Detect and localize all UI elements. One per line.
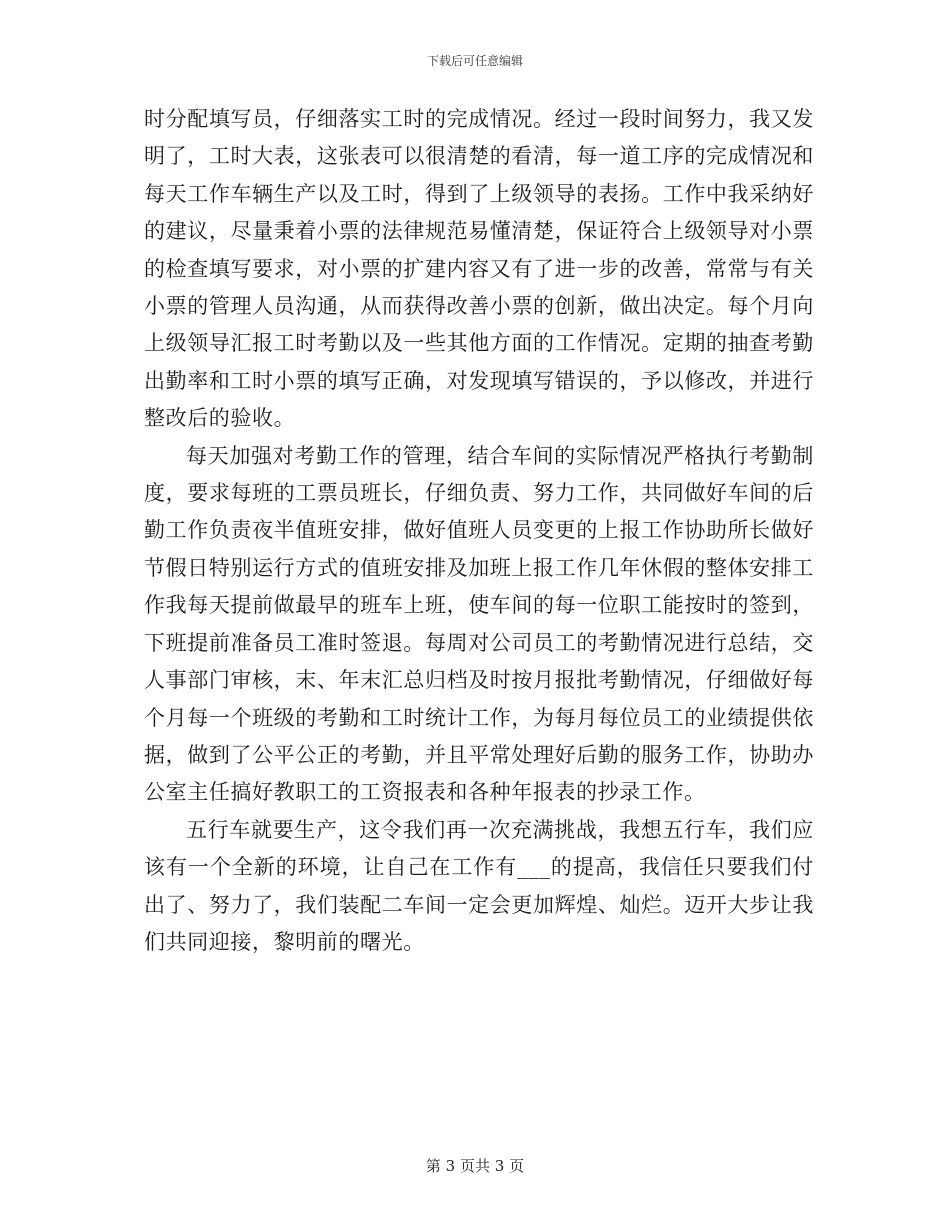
document-body <box>144 101 814 961</box>
page-header: 下载后可任意编辑 <box>426 54 523 68</box>
paragraph-2: 每天加强对考勤工作的管理，结合车间的实际情况严格执行考勤制度，要求每班的工票员班长，仔细负责、努力工作，共同做好车间的后勤工作负责夜半值班安排，做好值班人员变更的上报工作协助所长做好节假日特别运行方式的值班安排及加班上报工作几年休假的整体安排工作我每天提前做最早的班车上班，使车间的每一位职工能按时的签到，下班提前准备员工准时签退。每周对公司员工的考勤情况进行总结，交人事部门审核，末、年末汇总归档及时按月报批考勤情况，仔细做好每个月每一个班级的考勤和工时统计工作，为每月每位员工的业绩提供依据，做到了公平公正的考勤，并且平常处理好后勤的服务工作，协助办公室主任搞好教职工的工资报表和各种年报表的抄录工作。 <box>144 443 814 805</box>
page-number: 第 3 页共 3 页 <box>425 1157 525 1175</box>
paragraph-3: 五行车就要生产，这令我们再一次充满挑战，我想五行车，我们应该有一个全新的环境，让自己在工作有___的提高，我信任只要我们付出了、努力了，我们装配二车间一定会更加辉煌、灿烂。迈开大步让我们共同迎接，黎明前的曙光。 <box>144 817 814 954</box>
paragraph-1: 时分配填写员，仔细落实工时的完成情况。经过一段时间努力，我又发明了，工时大表，这张表可以很清楚的看清，每一道工序的完成情况和每天工作车辆生产以及工时，得到了上级领导的表扬。工作中我采纳好的建议，尽量秉着小票的法律规范易懂清楚，保证符合上级领导对小票的检查填写要求，对小票的扩建内容又有了进一步的改善，常常与有关小票的管理人员沟通，从而获得改善小票的创新，做出决定。每个月向上级领导汇报工时考勤以及一些其他方面的工作情况。定期的抽查考勤出勤率和工时小票的填写正确，对发现填写错误的，予以修改，并进行整改后的验收。 <box>144 107 814 431</box>
